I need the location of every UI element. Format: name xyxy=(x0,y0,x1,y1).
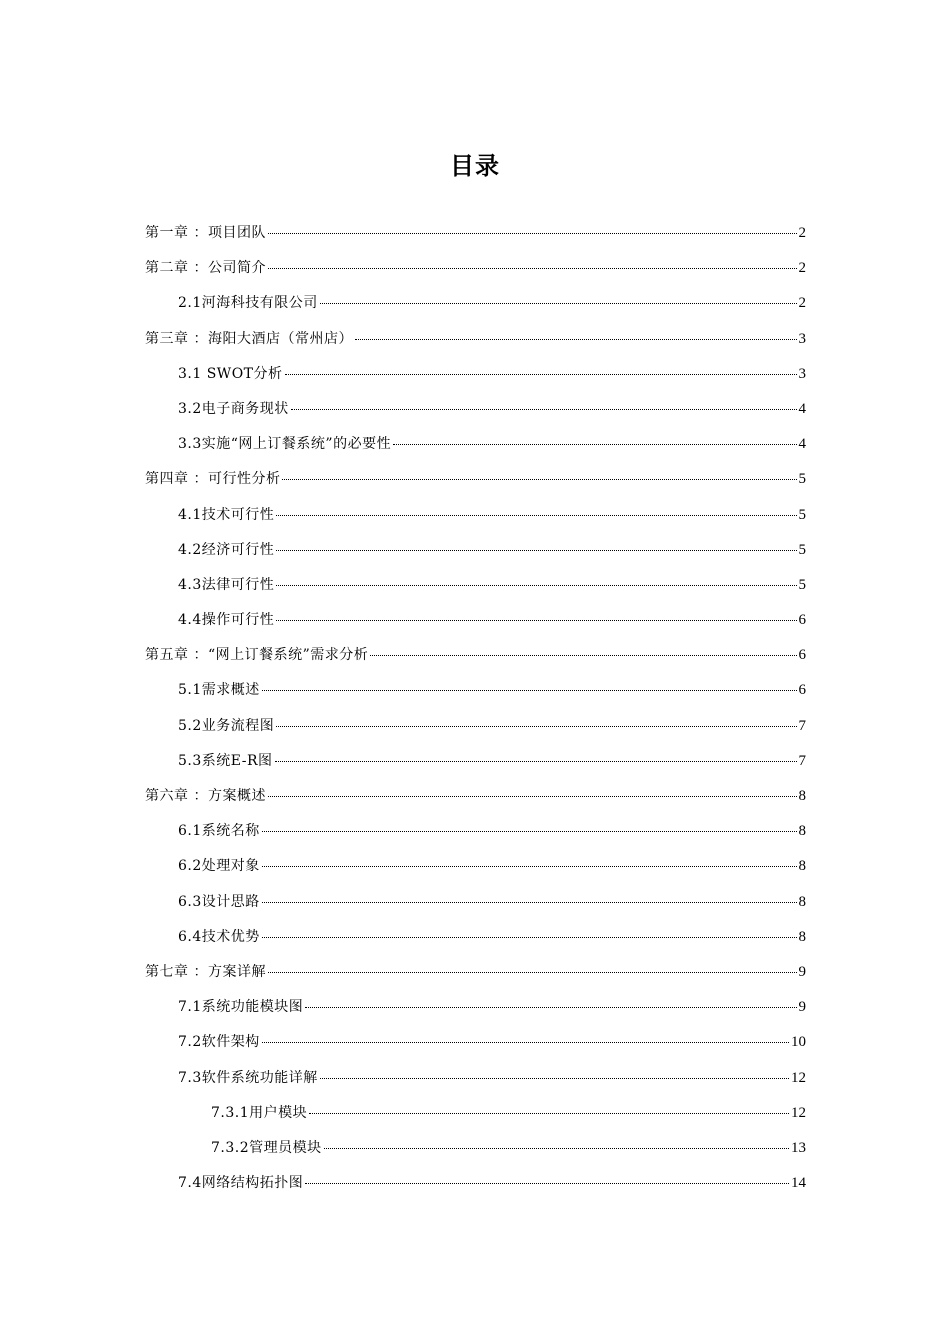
toc-entry[interactable] xyxy=(145,574,806,609)
toc-entry-page-number: 5 xyxy=(798,576,806,593)
toc-dot-leader xyxy=(262,690,797,691)
toc-entry-page-number: 8 xyxy=(798,823,806,840)
toc-entry[interactable] xyxy=(145,257,806,292)
toc-dot-leader xyxy=(268,268,797,269)
toc-dot-leader xyxy=(355,339,797,340)
toc-entry-page-number: 3 xyxy=(798,330,806,347)
toc-entry[interactable] xyxy=(145,1137,806,1172)
toc-entry[interactable] xyxy=(145,292,806,327)
toc-entry-label: 4.1技术可行性 xyxy=(178,506,275,523)
toc-dot-leader xyxy=(262,866,797,867)
toc-dot-leader xyxy=(276,550,796,551)
toc-entry[interactable] xyxy=(145,891,806,926)
toc-entry[interactable] xyxy=(145,609,806,644)
toc-entry-label: 3.3实施“网上订餐系统”的必要性 xyxy=(178,436,392,453)
toc-dot-leader xyxy=(276,515,796,516)
toc-entry-label: 4.3法律可行性 xyxy=(178,576,275,593)
toc-dot-leader xyxy=(282,479,796,480)
toc-entry-page-number: 7 xyxy=(798,717,806,734)
toc-entry-page-number: 4 xyxy=(798,436,806,453)
toc-entry-label: 7.4网络结构拓扑图 xyxy=(178,1175,304,1192)
toc-entry-page-number: 8 xyxy=(798,858,806,875)
toc-entry-page-number: 10 xyxy=(791,1034,806,1051)
toc-entry-page-number: 2 xyxy=(798,225,806,241)
toc-entry-label: 6.2处理对象 xyxy=(178,858,260,875)
toc-dot-leader xyxy=(324,1148,789,1149)
toc-entry[interactable] xyxy=(145,785,806,820)
toc-entry-page-number: 8 xyxy=(798,893,806,910)
toc-entry-label: 7.3软件系统功能详解 xyxy=(178,1069,318,1086)
toc-entry-label: 5.2业务流程图 xyxy=(178,717,275,734)
toc-dot-leader xyxy=(262,937,797,938)
toc-dot-leader xyxy=(305,1183,789,1184)
toc-entry-label: 7.2软件架构 xyxy=(178,1034,260,1051)
toc-dot-leader xyxy=(320,303,797,304)
toc-entry-label: 3.2电子商务现状 xyxy=(178,400,289,417)
toc-entry-label: 5.1需求概述 xyxy=(178,682,260,699)
toc-entry-label: 第五章 ：“网上订餐系统”需求分析 xyxy=(145,647,369,664)
toc-list xyxy=(145,222,806,1207)
toc-dot-leader xyxy=(262,1042,789,1043)
toc-dot-leader xyxy=(320,1078,789,1079)
toc-entry-page-number: 8 xyxy=(798,788,806,804)
toc-entry-page-number: 5 xyxy=(798,506,806,523)
toc-dot-leader xyxy=(393,444,796,445)
toc-entry-page-number: 5 xyxy=(798,541,806,558)
toc-entry-label: 7.3.2管理员模块 xyxy=(211,1139,322,1156)
toc-entry-label: 第六章 ：方案概述 xyxy=(145,788,266,804)
toc-entry[interactable] xyxy=(145,363,806,398)
toc-entry-page-number: 3 xyxy=(798,365,806,382)
toc-entry-label: 第七章 ：方案详解 xyxy=(145,963,266,980)
toc-entry[interactable] xyxy=(145,926,806,961)
toc-entry-page-number: 14 xyxy=(791,1175,806,1192)
toc-entry-label: 6.3设计思路 xyxy=(178,893,260,910)
toc-entry-label: 4.4操作可行性 xyxy=(178,612,275,629)
toc-title: 目录 xyxy=(450,152,500,180)
toc-entry-page-number: 7 xyxy=(798,752,806,769)
toc-entry[interactable] xyxy=(145,222,806,257)
toc-dot-leader xyxy=(305,1007,796,1008)
toc-entry[interactable] xyxy=(145,996,806,1031)
toc-entry-label: 6.1系统名称 xyxy=(178,823,260,840)
toc-entry-page-number: 12 xyxy=(791,1104,806,1121)
toc-dot-leader xyxy=(268,972,797,973)
toc-entry-label: 5.3系统E-R图 xyxy=(178,752,273,769)
toc-dot-leader xyxy=(291,409,797,410)
toc-entry-page-number: 12 xyxy=(791,1069,806,1086)
toc-dot-leader xyxy=(268,796,797,797)
toc-entry-page-number: 5 xyxy=(798,471,806,488)
toc-dot-leader xyxy=(275,761,797,762)
toc-entry[interactable] xyxy=(145,679,806,714)
toc-entry[interactable] xyxy=(145,961,806,996)
toc-entry[interactable] xyxy=(145,1172,806,1207)
toc-dot-leader xyxy=(268,233,797,234)
toc-dot-leader xyxy=(262,902,797,903)
toc-entry-page-number: 2 xyxy=(798,295,806,312)
toc-entry-label: 第三章 ：海阳大酒店（常州店） xyxy=(145,330,353,347)
toc-entry[interactable] xyxy=(145,715,806,750)
toc-entry-label: 7.1系统功能模块图 xyxy=(178,999,304,1016)
toc-entry-page-number: 9 xyxy=(798,963,806,980)
toc-entry[interactable] xyxy=(145,504,806,539)
toc-entry-page-number: 9 xyxy=(798,999,806,1016)
toc-dot-leader xyxy=(285,374,797,375)
toc-entry[interactable] xyxy=(145,433,806,468)
toc-entry[interactable] xyxy=(145,539,806,574)
toc-entry-label: 6.4技术优势 xyxy=(178,928,260,945)
toc-dot-leader xyxy=(309,1113,789,1114)
toc-entry-label: 第二章 ：公司简介 xyxy=(145,260,266,277)
toc-entry[interactable] xyxy=(145,855,806,890)
toc-entry-label: 第一章 ：项目团队 xyxy=(145,225,266,241)
toc-entry-page-number: 8 xyxy=(798,928,806,945)
toc-entry[interactable] xyxy=(145,644,806,679)
toc-dot-leader xyxy=(262,831,797,832)
toc-entry[interactable] xyxy=(145,398,806,433)
toc-entry-page-number: 6 xyxy=(798,612,806,629)
toc-dot-leader xyxy=(276,585,796,586)
toc-entry[interactable] xyxy=(145,1102,806,1137)
toc-entry-label: 第四章 ：可行性分析 xyxy=(145,471,281,488)
toc-dot-leader xyxy=(276,620,796,621)
toc-entry-page-number: 4 xyxy=(798,400,806,417)
toc-entry-page-number: 6 xyxy=(798,682,806,699)
toc-entry[interactable] xyxy=(145,750,806,785)
toc-entry[interactable] xyxy=(145,468,806,503)
toc-entry-page-number: 2 xyxy=(798,260,806,277)
toc-entry-page-number: 13 xyxy=(791,1139,806,1156)
toc-entry-label: 7.3.1用户模块 xyxy=(211,1104,308,1121)
toc-dot-leader xyxy=(370,655,796,656)
toc-entry[interactable] xyxy=(145,820,806,855)
toc-entry[interactable] xyxy=(145,1067,806,1102)
toc-entry[interactable] xyxy=(145,1031,806,1066)
toc-entry-label: 2.1河海科技有限公司 xyxy=(178,295,318,312)
toc-entry[interactable] xyxy=(145,328,806,363)
toc-entry-label: 3.1 SWOT分析 xyxy=(178,365,283,382)
toc-dot-leader xyxy=(276,726,796,727)
toc-entry-page-number: 6 xyxy=(798,647,806,664)
toc-entry-label: 4.2经济可行性 xyxy=(178,541,275,558)
